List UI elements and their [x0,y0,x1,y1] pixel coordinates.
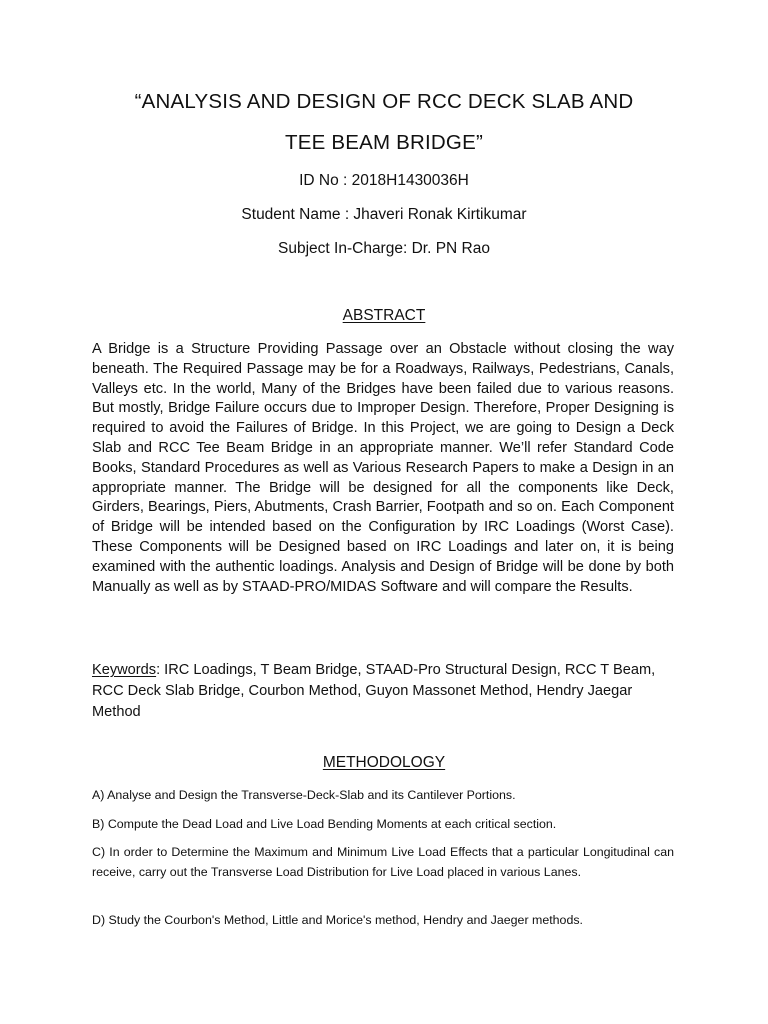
id-number: ID No : 2018H1430036H [299,172,469,189]
keywords-label: Keywords [92,662,157,678]
document-title-line-1: “ANALYSIS AND DESIGN OF RCC DECK SLAB AND [134,90,634,113]
methodology-item-c: C) In order to Determine the Maximum and Minimum Live Load Effects that a particular Longitudinal can receive, carry out the Transverse Load Distribution for Live Load placed in various Lanes. [92,845,674,879]
keywords-block [92,660,674,723]
student-name: Student Name : Jhaveri Ronak Kirtikumar [241,206,527,223]
document-title-line-2: TEE BEAM BRIDGE” [285,131,483,154]
abstract-heading: ABSTRACT [342,307,426,324]
methodology-item-b: B) Compute the Dead Load and Live Load Bending Moments at each critical section. [92,817,557,831]
methodology-heading: METHODOLOGY [322,754,446,771]
keywords-text: : IRC Loadings, T Beam Bridge, STAAD-Pro Structural Design, RCC T Beam, RCC Deck Slab Bridge, Courbon Method, Guyon Massonet Method, Hendry Jaegar Method [92,662,656,720]
subject-incharge: Subject In-Charge: Dr. PN Rao [278,240,490,257]
abstract-body: A Bridge is a Structure Providing Passage over an Obstacle without closing the way beneath. The Required Passage may be for a Roadways, Railways, Pedestrians, Canals, Valleys etc. In the world, Many of the Bridges have been failed due to various reasons. But mostly, Bridge Failure occurs due to Improper Design. Therefore, Proper Designing is required to avoid the Failures of Bridge. In this Project, we are going to Design a Deck Slab and RCC Tee Beam Bridge in an appropriate manner. We’ll refer Standard Code Books, Standard Procedures as well as Various Research Papers to make a Design in an appropriate manner. The Bridge will be designed for all the components like Deck, Girders, Bearings, Piers, Abutments, Crash Barrier, Footpath and so on. Each Component of Bridge will be intended based on the Configuration by IRC Loadings (Worst Case). These Components will be Designed based on IRC Loadings and later on, it is being examined with the authentic loadings. Analysis and Design of Bridge will be done by both Manually as well as by STAAD-PRO/MIDAS Software and will compare the Results. [92,341,674,595]
methodology-item-d: D) Study the Courbon's Method, Little and Morice's method, Hendry and Jaeger methods. [92,913,583,927]
methodology-item-a: A) Analyse and Design the Transverse-Deck-Slab and its Cantilever Portions. [92,788,516,802]
